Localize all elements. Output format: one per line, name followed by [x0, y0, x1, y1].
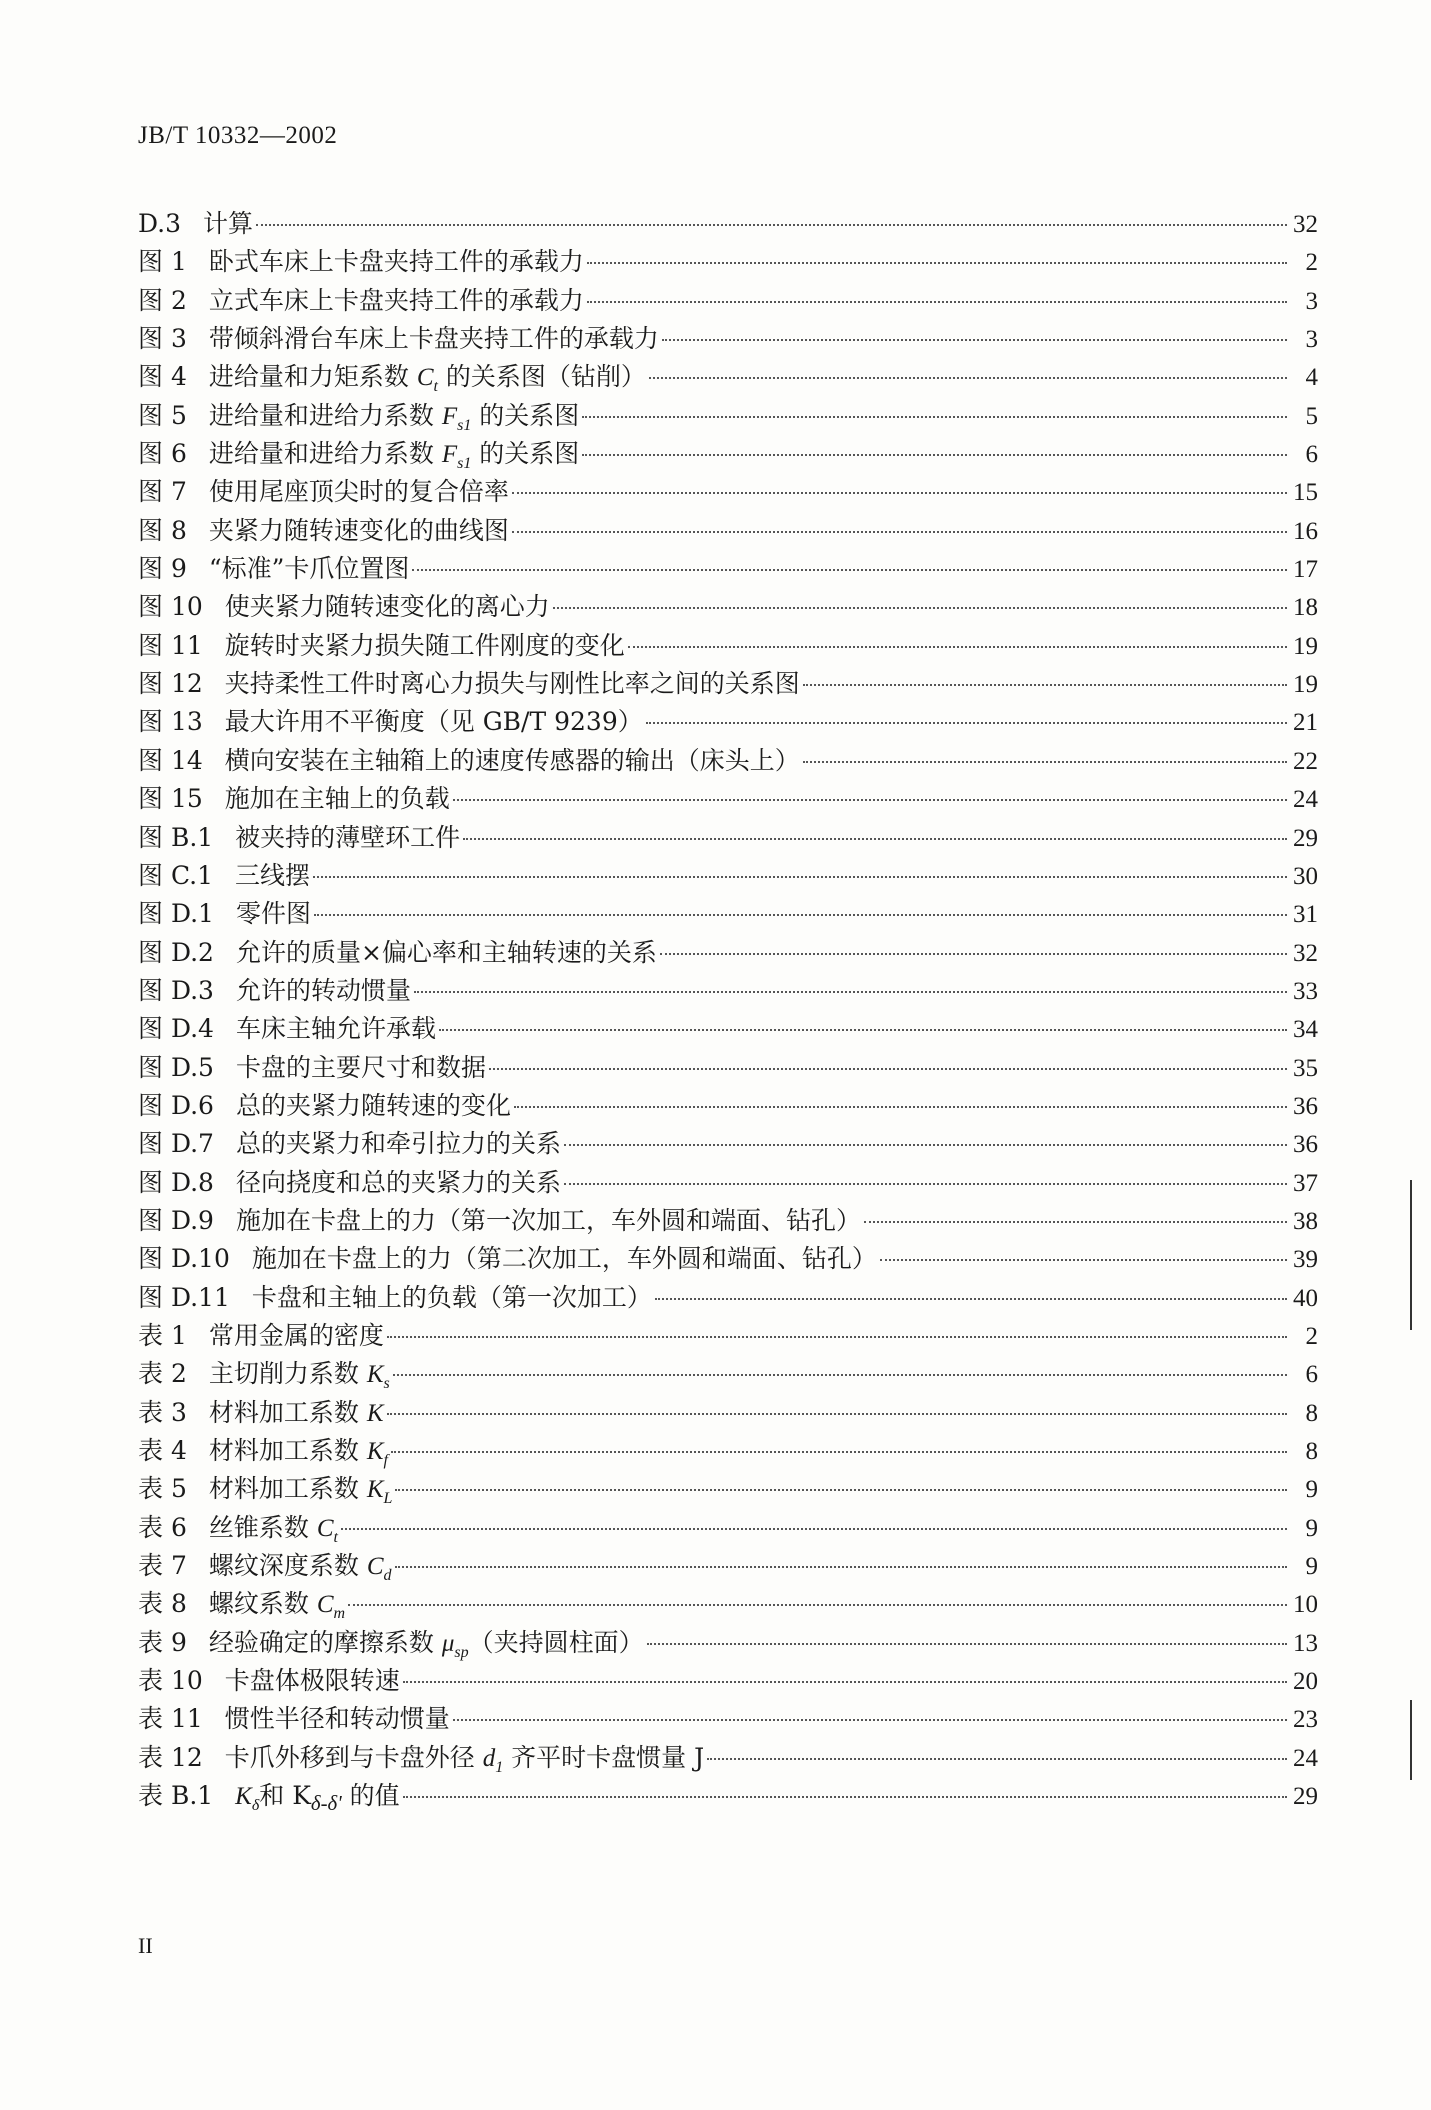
toc-leader-dots	[453, 1719, 1287, 1721]
toc-entry-title: 进给量和进给力系数 $F_{s1}$ 的关系图	[208, 439, 580, 473]
toc-entry-title: 惯性半径和转动惯量	[224, 1704, 450, 1734]
toc-leader-dots	[587, 262, 1287, 264]
math-symbol: $K_f$	[366, 1438, 388, 1469]
toc-entry-label	[138, 1124, 561, 1160]
toc-leader-dots	[393, 1374, 1287, 1376]
toc-leader-dots	[582, 416, 1287, 418]
toc-entry	[138, 1086, 1318, 1124]
toc-entry-page: 9	[1305, 1476, 1318, 1504]
toc-entry-number: 图 D.1	[138, 899, 214, 929]
toc-entry-number: 表 5	[138, 1474, 187, 1504]
toc-entry-label	[138, 434, 579, 473]
toc-entry-label	[138, 1278, 652, 1314]
toc-entry-number: 图 D.3	[138, 975, 214, 1005]
toc-entry-title: 零件图	[235, 899, 311, 929]
toc-leader-dots	[313, 876, 1287, 878]
toc-entry-label	[138, 1316, 384, 1352]
toc-entry-page: 6	[1305, 441, 1318, 469]
toc-entry-number: 表 7	[138, 1551, 187, 1581]
toc-leader-dots	[403, 1681, 1287, 1683]
toc-entry-number: 图 10	[138, 592, 203, 622]
toc-leader-dots	[414, 991, 1287, 993]
toc-leader-dots	[341, 1528, 1287, 1530]
toc-entry-title: 夹持柔性工件时离心力损失与刚性比率之间的关系图	[224, 669, 800, 699]
toc-entry-label	[138, 933, 657, 969]
toc-leader-dots	[587, 301, 1287, 303]
toc-entry-title: 最大许用不平衡度（见 GB/T 9239）	[224, 707, 643, 737]
toc-entry-label	[138, 281, 584, 317]
toc-leader-dots	[395, 1566, 1288, 1568]
toc-entry-label	[138, 1354, 390, 1393]
math-symbol: $K_s$	[366, 1361, 390, 1393]
toc-entry	[138, 1623, 1318, 1661]
toc-entry-number: 表 2	[138, 1359, 187, 1389]
toc-entry	[138, 1009, 1318, 1047]
toc-entry	[138, 396, 1318, 434]
toc-entry-title: 进给量和力矩系数 $C_t$ 的关系图（钻削）	[208, 362, 646, 396]
toc-entry-title: 使用尾座顶尖时的复合倍率	[208, 477, 509, 507]
toc-entry-title: 计算	[203, 209, 254, 238]
toc-entry-title: 材料加工系数 K	[208, 1397, 384, 1427]
toc-leader-dots	[348, 1604, 1287, 1606]
toc-entry-label	[138, 971, 411, 1007]
toc-entry	[138, 1278, 1318, 1316]
toc-entry-label	[138, 1163, 561, 1199]
toc-entry	[138, 204, 1318, 242]
toc-entry	[138, 1124, 1318, 1162]
toc-entry	[138, 1201, 1318, 1239]
toc-entry-number: 图 1	[138, 247, 187, 277]
toc-entry-page: 40	[1293, 1284, 1318, 1312]
toc-entry-number: 表 1	[138, 1320, 187, 1350]
toc-entry-title: 材料加工系数 $K_L$	[208, 1474, 393, 1508]
toc-leader-dots	[387, 1413, 1288, 1415]
toc-entry-number: 图 11	[138, 630, 203, 660]
toc-leader-dots	[803, 684, 1287, 686]
toc-entry-title: 带倾斜滑台车床上卡盘夹持工件的承载力	[208, 324, 659, 354]
toc-entry-title: 卡盘体极限转速	[224, 1666, 400, 1696]
toc-entry-label	[138, 1508, 338, 1547]
toc-entry-number: 图 D.5	[138, 1052, 214, 1082]
toc-entry-label	[138, 587, 550, 623]
scan-edge-line	[1410, 1180, 1412, 1330]
toc-entry	[138, 1738, 1318, 1776]
toc-entry-label	[138, 242, 584, 278]
toc-entry-label	[138, 1009, 436, 1045]
toc-entry-page: 9	[1305, 1514, 1318, 1542]
toc-leader-dots	[803, 761, 1287, 763]
toc-entry-label	[138, 1776, 400, 1816]
toc-entry-page: 4	[1305, 364, 1318, 392]
toc-entry-label	[138, 472, 509, 508]
toc-entry-label	[138, 1086, 511, 1122]
toc-entry-number: 图 B.1	[138, 822, 214, 852]
toc-entry-number: 图 4	[138, 362, 187, 392]
toc-entry-label	[138, 319, 659, 355]
toc-leader-dots	[655, 1298, 1287, 1300]
math-symbol: $C_t$	[416, 364, 438, 396]
toc-entry-number: 图 C.1	[138, 860, 214, 890]
toc-entry	[138, 549, 1318, 587]
math-symbol: K	[366, 1399, 384, 1427]
toc-entry-page: 39	[1293, 1246, 1318, 1274]
scan-edge-line	[1410, 1700, 1412, 1780]
toc-entry-number: 图 D.9	[138, 1205, 214, 1235]
toc-leader-dots	[453, 799, 1287, 801]
toc-entry	[138, 319, 1318, 357]
toc-leader-dots	[564, 1144, 1287, 1146]
toc-entry-page: 24	[1293, 786, 1318, 814]
math-symbol: $F_{s1}$	[441, 441, 472, 473]
toc-entry-page: 32	[1293, 939, 1318, 967]
toc-entry	[138, 1661, 1318, 1699]
toc-entry	[138, 1508, 1318, 1546]
toc-entry-title: 施加在卡盘上的力（第二次加工，车外圆和端面、钻孔）	[251, 1244, 877, 1274]
toc-entry-title: 卡盘和主轴上的负载（第一次加工）	[251, 1282, 652, 1312]
toc-entry-number: 图 6	[138, 439, 187, 469]
toc-entry-title: 允许的质量×偏心率和主轴转速的关系	[235, 937, 657, 967]
toc-entry-title: 进给量和进给力系数 $F_{s1}$ 的关系图	[208, 400, 580, 434]
toc-entry-title: 卧式车床上卡盘夹持工件的承载力	[208, 247, 584, 277]
toc-entry-title: 丝锥系数 $C_t$	[208, 1512, 338, 1546]
toc-entry-title: 立式车床上卡盘夹持工件的承载力	[208, 285, 584, 315]
toc-entry	[138, 856, 1318, 894]
toc-entry-page: 23	[1293, 1706, 1318, 1734]
toc-entry-title: 卡爪外移到与卡盘外径 $d_1$ 齐平时卡盘惯量 J	[224, 1742, 705, 1776]
toc-leader-dots	[662, 339, 1287, 341]
toc-entry-number: 图 2	[138, 285, 187, 315]
toc-entry-page: 3	[1305, 326, 1318, 354]
toc-entry-label	[138, 626, 625, 662]
toc-entry	[138, 894, 1318, 932]
toc-leader-dots	[314, 914, 1287, 916]
toc-leader-dots	[880, 1259, 1287, 1261]
toc-entry	[138, 1354, 1318, 1392]
toc-entry-number: 图 D.8	[138, 1167, 214, 1197]
toc-leader-dots	[582, 454, 1287, 456]
toc-entry-page: 10	[1293, 1591, 1318, 1619]
toc-entry-title: 卡盘的主要尺寸和数据	[235, 1052, 486, 1082]
toc-entry-label	[138, 1239, 877, 1275]
toc-entry-title: 总的夹紧力和牵引拉力的关系	[235, 1129, 561, 1159]
toc-leader-dots	[512, 492, 1287, 494]
standard-number-header: JB/T 10332—2002	[138, 122, 338, 149]
toc-leader-dots	[412, 569, 1287, 571]
toc-entry-page: 29	[1293, 1783, 1318, 1811]
toc-entry-page: 21	[1293, 709, 1318, 737]
toc-entry-page: 22	[1293, 747, 1318, 775]
toc-entry-title: 横向安装在主轴箱上的速度传感器的输出（床头上）	[224, 745, 800, 775]
toc-entry-page: 15	[1293, 479, 1318, 507]
toc-entry-label	[138, 1661, 400, 1697]
toc-entry-title: 施加在主轴上的负载	[224, 784, 450, 814]
toc-entry	[138, 1431, 1318, 1469]
toc-entry-label	[138, 779, 450, 815]
toc-entry-title: 螺纹系数 $C_m$	[208, 1589, 346, 1623]
toc-entry-title: 螺纹深度系数 $C_d$	[208, 1551, 392, 1585]
toc-leader-dots	[649, 377, 1287, 379]
toc-entry	[138, 702, 1318, 740]
toc-entry-label	[138, 357, 646, 396]
toc-leader-dots	[403, 1796, 1287, 1798]
toc-entry	[138, 933, 1318, 971]
toc-entry-label	[138, 511, 509, 547]
toc-entry-title: 车床主轴允许承载	[235, 1014, 436, 1044]
toc-entry-label	[138, 549, 409, 585]
math-symbol: $\mu_{sp}$	[441, 1629, 469, 1661]
toc-leader-dots	[864, 1221, 1287, 1223]
toc-entry-number: 表 12	[138, 1742, 203, 1772]
toc-entry-page: 36	[1293, 1092, 1318, 1120]
toc-leader-dots	[553, 607, 1287, 609]
toc-leader-dots	[514, 1106, 1287, 1108]
toc-entry-number: 图 D.4	[138, 1014, 214, 1044]
toc-entry-title: 被夹持的薄壁环工件	[235, 822, 461, 852]
toc-entry-page: 38	[1293, 1207, 1318, 1235]
toc-entry-title: 三线摆	[235, 860, 311, 890]
toc-entry-title: $K_\delta$和 $K_{\delta-\delta'}$ 的值	[235, 1781, 400, 1816]
toc-entry	[138, 281, 1318, 319]
toc-entry-label	[138, 702, 643, 738]
toc-entry-page: 33	[1293, 977, 1318, 1005]
toc-entry-number: 表 4	[138, 1436, 187, 1465]
toc-entry	[138, 971, 1318, 1009]
math-symbol: $C_m$	[316, 1591, 346, 1623]
toc-entry-label	[138, 1546, 392, 1585]
toc-entry-page: 16	[1293, 517, 1318, 545]
toc-entry	[138, 664, 1318, 702]
toc-entry	[138, 242, 1318, 280]
toc-entry-title: 主切削力系数 $K_s$	[208, 1359, 390, 1393]
toc-entry-label	[138, 1623, 644, 1662]
page-number: II	[138, 1933, 153, 1958]
toc-entry-label	[138, 204, 253, 240]
toc-entry-title: 使夹紧力随转速变化的离心力	[224, 592, 550, 622]
math-symbol: $d_1$	[482, 1744, 504, 1776]
toc-entry-number: 图 14	[138, 745, 203, 775]
toc-entry-page: 29	[1293, 824, 1318, 852]
toc-entry-number: 图 D.11	[138, 1282, 230, 1312]
toc-leader-dots	[489, 1068, 1287, 1070]
toc-entry-number: 图 D.7	[138, 1129, 214, 1159]
toc-entry	[138, 1239, 1318, 1277]
toc-entry-page: 18	[1293, 594, 1318, 622]
toc-leader-dots	[256, 224, 1287, 226]
toc-entry	[138, 472, 1318, 510]
toc-entry-number: 图 15	[138, 784, 203, 814]
toc-leader-dots	[387, 1336, 1287, 1338]
toc-entry-label	[138, 396, 579, 435]
toc-entry-page: 24	[1293, 1744, 1318, 1772]
toc-entry-page: 31	[1293, 901, 1318, 929]
toc-entry-page: 6	[1305, 1361, 1318, 1389]
table-of-contents	[138, 204, 1318, 1814]
toc-entry-number: 表 10	[138, 1666, 203, 1696]
toc-leader-dots	[463, 838, 1287, 840]
toc-entry	[138, 511, 1318, 549]
toc-entry-title: 材料加工系数 $K_f$	[208, 1436, 388, 1469]
toc-entry-label	[138, 1201, 861, 1237]
toc-leader-dots	[512, 531, 1287, 533]
toc-entry-number: 图 8	[138, 515, 187, 545]
toc-entry-title: 夹紧力随转速变化的曲线图	[208, 515, 509, 545]
toc-entry-page: 19	[1293, 671, 1318, 699]
toc-entry-number: 图 9	[138, 554, 187, 584]
toc-entry-page: 3	[1305, 287, 1318, 315]
toc-entry	[138, 434, 1318, 472]
toc-leader-dots	[439, 1029, 1287, 1031]
toc-entry-title: 施加在卡盘上的力（第一次加工，车外圆和端面、钻孔）	[235, 1205, 861, 1235]
toc-entry	[138, 1469, 1318, 1507]
toc-entry-number: 图 3	[138, 324, 187, 354]
toc-entry-label	[138, 1048, 486, 1084]
toc-entry-title: “标准”卡爪位置图	[208, 554, 410, 584]
toc-entry	[138, 1316, 1318, 1354]
toc-entry-page: 8	[1305, 1399, 1318, 1427]
toc-entry-label	[138, 1584, 345, 1623]
toc-leader-dots	[395, 1489, 1287, 1491]
toc-entry-label	[138, 856, 310, 892]
toc-entry	[138, 1546, 1318, 1584]
toc-entry-label	[138, 1469, 392, 1508]
toc-entry-page: 32	[1293, 211, 1318, 238]
toc-entry-title: 经验确定的摩擦系数 $\mu_{sp}$（夹持圆柱面）	[208, 1627, 644, 1661]
toc-entry-title: 总的夹紧力随转速的变化	[235, 1090, 511, 1120]
toc-leader-dots	[628, 646, 1287, 648]
toc-entry	[138, 1163, 1318, 1201]
toc-entry-number: 表 9	[138, 1627, 187, 1657]
toc-entry-label	[138, 664, 800, 700]
math-symbol: $F_{s1}$	[441, 402, 472, 434]
toc-entry-number: 表 3	[138, 1397, 187, 1427]
toc-entry-page: 20	[1293, 1668, 1318, 1696]
toc-entry-number: D.3	[138, 209, 182, 238]
math-symbol: $K_L$	[366, 1476, 393, 1508]
toc-entry-number: 图 7	[138, 477, 187, 507]
toc-leader-dots	[647, 1643, 1287, 1645]
toc-entry	[138, 779, 1318, 817]
toc-entry-label	[138, 1393, 384, 1429]
toc-entry	[138, 1048, 1318, 1086]
toc-entry-page: 19	[1293, 632, 1318, 660]
toc-entry-title: 允许的转动惯量	[235, 975, 411, 1005]
toc-entry	[138, 1584, 1318, 1622]
math-symbol: $C_t$	[316, 1514, 338, 1546]
toc-entry-page: 9	[1305, 1553, 1318, 1581]
toc-entry-page: 13	[1293, 1629, 1318, 1657]
toc-entry-page: 17	[1293, 556, 1318, 584]
toc-entry-number: 图 13	[138, 707, 203, 737]
toc-leader-dots	[564, 1183, 1287, 1185]
toc-entry-page: 30	[1293, 862, 1318, 890]
toc-entry	[138, 1776, 1318, 1814]
toc-leader-dots	[646, 722, 1287, 724]
toc-entry-number: 图 5	[138, 400, 187, 430]
toc-entry-page: 34	[1293, 1016, 1318, 1044]
toc-entry-number: 图 D.6	[138, 1090, 214, 1120]
toc-entry-number: 表 8	[138, 1589, 187, 1619]
toc-entry-number: 表 B.1	[138, 1781, 214, 1811]
toc-leader-dots	[707, 1758, 1287, 1760]
toc-entry-label	[138, 1738, 704, 1777]
toc-entry-title: 旋转时夹紧力损失随工件刚度的变化	[224, 630, 625, 660]
toc-entry	[138, 741, 1318, 779]
toc-entry-title: 常用金属的密度	[208, 1320, 384, 1350]
toc-entry-number: 图 D.10	[138, 1244, 230, 1274]
math-symbol: $C_d$	[366, 1553, 392, 1585]
toc-entry-page: 36	[1293, 1131, 1318, 1159]
toc-entry	[138, 587, 1318, 625]
toc-entry-number: 图 D.2	[138, 937, 214, 967]
math-symbol: $K_\delta$	[235, 1783, 260, 1815]
toc-entry-label	[138, 1699, 450, 1735]
toc-entry-label	[138, 818, 460, 854]
toc-entry-page: 8	[1305, 1438, 1318, 1465]
toc-entry-page: 35	[1293, 1054, 1318, 1082]
toc-entry	[138, 1393, 1318, 1431]
toc-entry-number: 图 12	[138, 669, 203, 699]
toc-entry-page: 37	[1293, 1169, 1318, 1197]
toc-entry-page: 2	[1305, 1322, 1318, 1350]
toc-leader-dots	[391, 1451, 1287, 1453]
toc-entry	[138, 818, 1318, 856]
toc-entry	[138, 626, 1318, 664]
toc-entry-label	[138, 894, 311, 930]
toc-entry-page: 5	[1305, 402, 1318, 430]
toc-entry-label	[138, 741, 800, 777]
toc-entry-label	[138, 1431, 388, 1470]
toc-entry-number: 表 6	[138, 1512, 187, 1542]
toc-entry-number: 表 11	[138, 1704, 203, 1734]
toc-entry-title: 径向挠度和总的夹紧力的关系	[235, 1167, 561, 1197]
toc-entry	[138, 1699, 1318, 1737]
toc-entry-page: 2	[1305, 249, 1318, 277]
toc-leader-dots	[660, 953, 1287, 955]
toc-entry	[138, 357, 1318, 395]
